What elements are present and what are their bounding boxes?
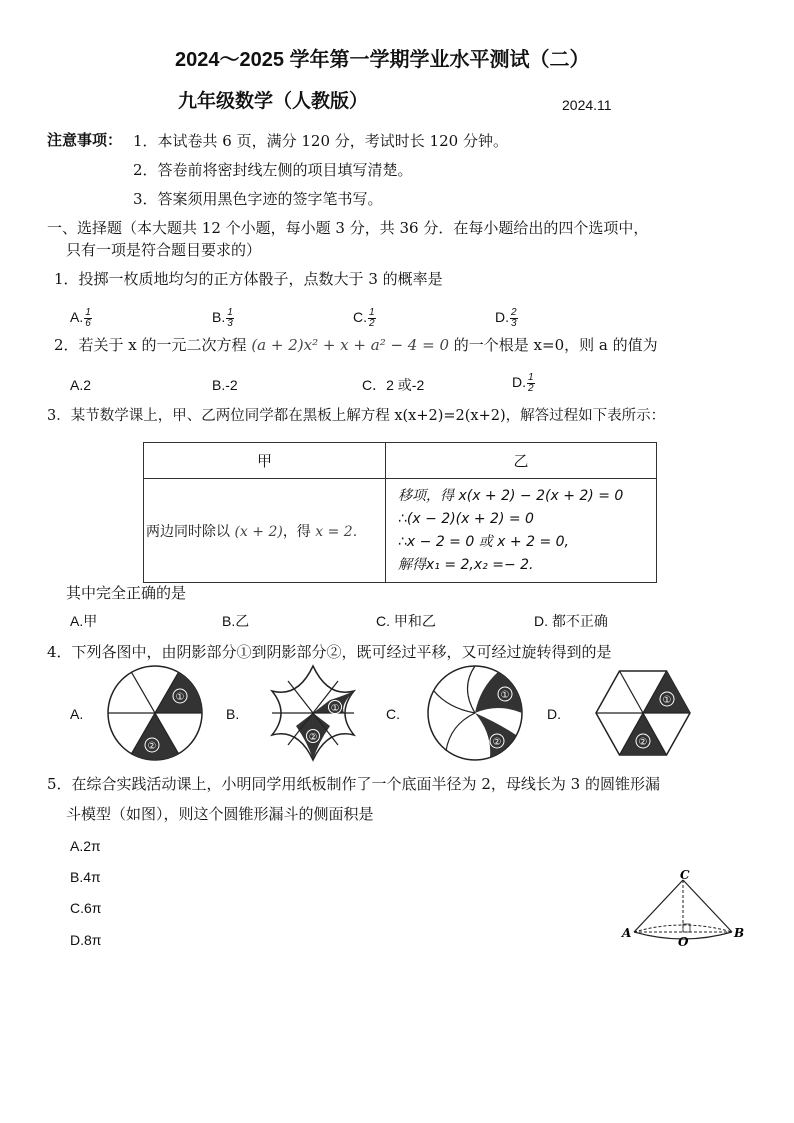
q5-option-b: B.4π <box>70 869 101 885</box>
svg-text:②: ② <box>308 732 318 743</box>
q3-followup: 其中完全正确的是 <box>66 584 187 602</box>
q2-equation: (a + 2)x² + x + a² − 4 = 0 <box>251 336 450 354</box>
note-item-3: 3．答案须用黑色字迹的签字笔书写。 <box>133 190 383 208</box>
q3-option-d: D. 都不正确 <box>534 613 608 629</box>
q4-label-a: A. <box>70 706 84 722</box>
q3-option-b: B.乙 <box>222 613 250 629</box>
q1-option-a: A. $\frac{1}{6}$ <box>70 307 91 329</box>
figure-d-hexagon <box>588 663 698 763</box>
svg-text:①: ① <box>662 695 672 706</box>
q5-option-c: C.6π <box>70 900 102 916</box>
cone-label-a: A <box>622 926 632 940</box>
table-cell-jia: 两边同时除以 (x + 2)，得 x = 2. <box>144 479 386 583</box>
q4-label-d: D. <box>547 706 561 722</box>
q5-stem-line2: 斗模型（如图），则这个圆锥形漏斗的侧面积是 <box>66 805 374 823</box>
cone-label-o: O <box>678 935 689 948</box>
svg-text:②: ② <box>147 741 157 752</box>
exam-subtitle: 九年级数学（人教版） <box>178 91 369 112</box>
q4-label-c: C. <box>386 706 400 722</box>
q2-option-c: C．2 或-2 <box>362 377 425 393</box>
notes-label: 注意事项： <box>47 132 123 149</box>
cone-funnel-figure <box>620 868 750 948</box>
svg-text:①: ① <box>175 692 185 703</box>
cone-label-b: B <box>734 926 745 940</box>
note-item-2: 2．答卷前将密封线左侧的项目填写清楚。 <box>133 161 413 179</box>
q5-option-d: D.8π <box>70 932 102 948</box>
svg-text:①: ① <box>330 703 340 714</box>
section1-heading: 一、选择题（本大题共 12 个小题，每小题 3 分，共 36 分．在每小题给出的四个选项中， <box>47 219 649 237</box>
q2-option-b: B.-2 <box>212 377 238 393</box>
cone-label-c: C <box>680 868 690 882</box>
q3-stem: 3．某节数学课上，甲、乙两位同学都在黑板上解方程 x(x+2)=2(x+2)，解答过程如下表所示： <box>47 408 666 424</box>
solution-table <box>143 442 657 583</box>
q3-option-c: C. 甲和乙 <box>376 613 436 629</box>
exam-date: 2024.11 <box>562 97 612 113</box>
note-item-1: 1．本试卷共 6 页，满分 120 分，考试时长 120 分钟。 <box>133 132 508 150</box>
q2-option-d: D. $\frac{1}{2}$ <box>512 372 534 394</box>
q3-option-a: A.甲 <box>70 613 98 629</box>
q2-stem: 2．若关于 x 的一元二次方程 (a + 2)x² + x + a² − 4 = 0 的一个根是 x=0，则 a 的值为 <box>54 336 658 354</box>
q1-option-c: C. $\frac{1}{2}$ <box>353 307 375 329</box>
table-cell-yi: 移项，得 x(x + 2) − 2(x + 2) = 0 ∴(x − 2)(x + 2) = 0 ∴x − 2 = 0 或 x + 2 = 0, 解得x₁ = 2,x₂ =− 2. <box>386 479 657 583</box>
q2-option-a: A.2 <box>70 377 92 393</box>
table-head-yi: 乙 <box>386 443 657 479</box>
table-head-jia: 甲 <box>144 443 386 479</box>
exam-title: 2024～2025 学年第一学期学业水平测试（二） <box>175 49 590 71</box>
svg-text:②: ② <box>638 737 648 748</box>
figure-a-divided-circle <box>100 663 210 763</box>
q1-option-d: D. $\frac{2}{3}$ <box>495 307 517 329</box>
q4-label-b: B. <box>226 706 240 722</box>
section1-heading-cont: 只有一项是符合题目要求的） <box>66 241 262 259</box>
q5-stem-line1: 5．在综合实践活动课上，小明同学用纸板制作了一个底面半径为 2，母线长为 3 的圆锥形漏 <box>47 775 660 793</box>
figure-b-curved-star <box>258 663 368 763</box>
q1-option-b: B. $\frac{1}{3}$ <box>212 307 233 329</box>
q4-stem: 4．下列各图中，由阴影部分①到阴影部分②，既可经过平移，又可经过旋转得到的是 <box>47 643 612 661</box>
q5-option-a: A.2π <box>70 838 101 854</box>
q1-stem: 1．投掷一枚质地均匀的正方体骰子，点数大于 3 的概率是 <box>54 270 443 288</box>
svg-text:①: ① <box>500 690 510 701</box>
figure-c-swirl-circle <box>420 663 530 763</box>
svg-text:②: ② <box>492 737 502 748</box>
